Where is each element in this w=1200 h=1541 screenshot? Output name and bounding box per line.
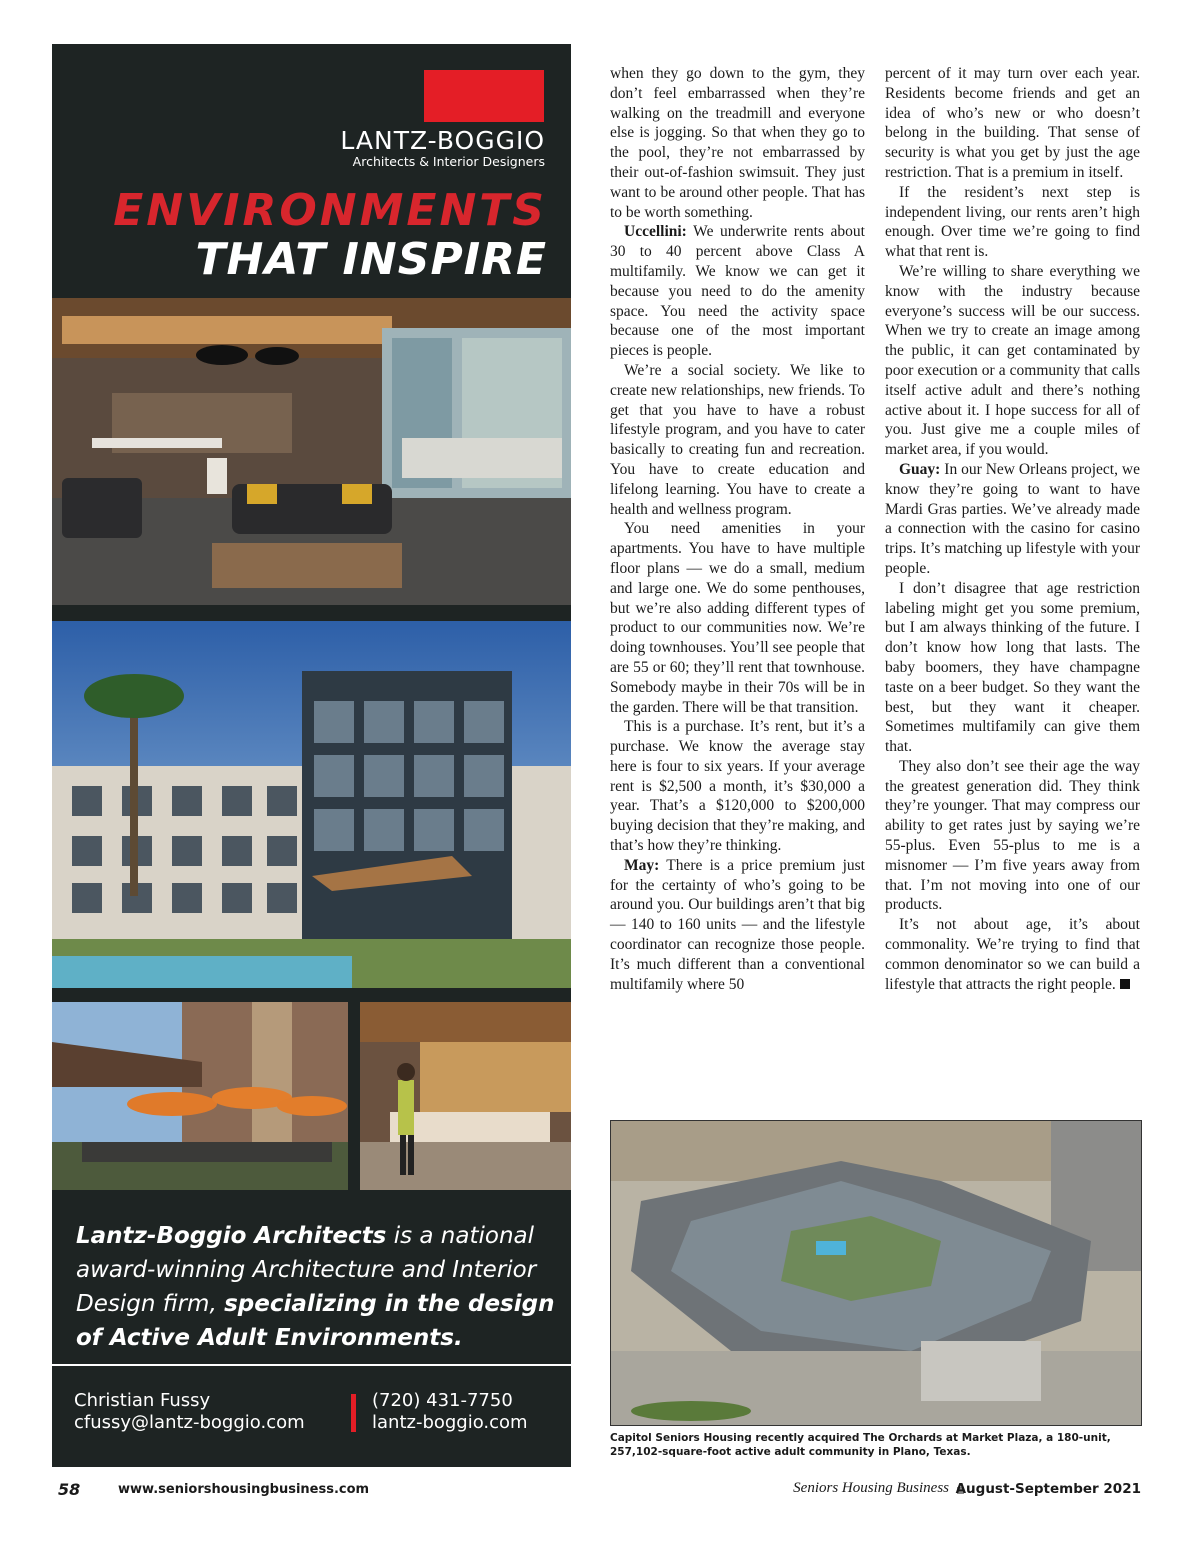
- paragraph: We’re a social society. We like to create new relationships, new friends. To get that you have to have a robust lifestyle program, and you have to cater basically to creating fun and recreation. You have to create education and lifelong learning. You have to create a health and wellness program.: [610, 361, 865, 518]
- paragraph: They also don’t see their age the way the greatest generation did. They think they’re younger. That may compress our ability to get rates just by saying we’re 55-plus. Even 55-plus to me is a misnomer — I’m five years away from that. I’m not moving into one of our products.: [885, 757, 1140, 914]
- magazine-title: Seniors Housing Business: [793, 1480, 949, 1496]
- contact-company: [372, 1390, 528, 1434]
- ad-desc-bold-1: Lantz-Boggio Architects: [76, 1223, 387, 1249]
- advertisement: [52, 44, 571, 1467]
- ad-brand: LANTZ-BOGGIO: [340, 126, 545, 155]
- paragraph: [610, 222, 865, 361]
- contact-phone[interactable]: (720) 431-7750: [372, 1390, 513, 1411]
- ad-headline-2: THAT INSPIRE: [195, 234, 547, 285]
- paragraph: If the resident’s next step is independent living, our rents aren’t high enough. Over time we’re going to find what that rent is.: [885, 183, 1140, 261]
- page-footer: [52, 1478, 1141, 1502]
- ad-headline-1: ENVIRONMENTS: [113, 185, 547, 236]
- paragraph: I don’t disagree that age restriction labeling might get you some premium, but I am always thinking of the future. I don’t know how long that lasts. The baby boomers, they have champagne taste on a beer budget. So they want the best, but they want it cheaper. Sometimes multifamily can give them that.: [885, 579, 1140, 756]
- photo-caption: Capitol Seniors Housing recently acquired The Orchards at Market Plaza, a 180-unit, 257,102-square-foot active adult community in Plano, Texas.: [610, 1432, 1111, 1458]
- website-link[interactable]: www.seniorshousingbusiness.com: [118, 1482, 370, 1497]
- page-number: 58: [58, 1480, 81, 1499]
- paragraph: when they go down to the gym, they don’t feel embarrassed when they’re walking on the treadmill and everyone else is jogging. So that when they go to the pool, they’re not embarrassed by their out-of-fashion swimsuit. They just want to be around other people. That has to be worth something.: [610, 65, 865, 221]
- contact-name: Christian Fussy: [74, 1390, 211, 1411]
- contact-red-divider: [351, 1394, 356, 1432]
- exterior-photo: [52, 621, 571, 988]
- paragraph: You need amenities in your apartments. You have to have multiple floor plans — we do a small, medium and large one. We do some penthouses, but we’re also adding different types of product to our communities now. We’re doing townhouses. You’ll see people that are 55 or 60; they’ll rent that townhouse. Somebody maybe in their 70s will be in the garden. There will be that transition.: [610, 520, 865, 716]
- paragraph: [610, 856, 865, 995]
- paragraph: [885, 915, 1140, 994]
- speaker: May:: [624, 856, 660, 874]
- end-mark-icon: [1120, 979, 1130, 989]
- contact-person: [74, 1390, 305, 1434]
- paragraph: This is a purchase. It’s rent, but it’s a purchase. We know the average stay here is four to six years. If your average rent is $2,500 a month, it’s $30,000 a year. That’s a $120,000 to $200,000 buying decision that they’re making, and that’s how they’re thinking.: [610, 718, 865, 855]
- contact-email[interactable]: cfussy@lantz-boggio.com: [74, 1412, 305, 1433]
- article-column-1: [610, 64, 865, 994]
- paragraph-text: We underwrite rents about 30 to 40 percent above Class A multifamily. We know we can get it because you need to do the amenity space. You need the activity space because one of the most important pieces is people.: [610, 223, 865, 360]
- paragraph: [885, 460, 1140, 579]
- logo-red-box: [424, 70, 544, 122]
- lobby-photo: [360, 1002, 571, 1190]
- issue-date: August-September 2021: [955, 1481, 1141, 1497]
- paragraph: We’re willing to share everything we know with the industry because everyone’s success will be our success. When we try to create an image among the public, it can get contaminated by poor execution or a community that calls itself active adult and there’s nothing active about it. I hope success for all of you. Just give me a couple miles of market area, if you would.: [885, 262, 1140, 459]
- ad-divider: [52, 1364, 571, 1366]
- article-column-2: [885, 64, 1140, 994]
- paragraph-text: It’s not about age, it’s about commonality. We’re trying to find that common denominator so we can build a lifestyle that attracts the right people.: [885, 916, 1140, 993]
- ad-desc-bold-2: specializing in the design of Active Adult Environments.: [76, 1291, 555, 1351]
- ad-description: [76, 1219, 556, 1355]
- speaker: Guay:: [899, 460, 941, 478]
- paragraph: percent of it may turn over each year. Residents become friends and get an idea of who’s new or who doesn’t belong in the building. That sense of security is what you get by just the age restriction. That is a premium in itself.: [885, 65, 1140, 181]
- contact-web[interactable]: lantz-boggio.com: [372, 1412, 528, 1433]
- speaker: Uccellini:: [624, 223, 687, 241]
- patio-photo: [52, 1002, 348, 1190]
- ad-desc-text: is a national award-winning Architecture and Interior Design firm,: [76, 1223, 537, 1317]
- paragraph-text: In our New Orleans project, we know they’re going to want to have Mardi Gras parties. We’ve already made a connection with the casino for casino trips. It’s matching up lifestyle with your people.: [885, 460, 1140, 577]
- aerial-photo: [610, 1120, 1142, 1426]
- paragraph-text: There is a price premium just for the certainty of who’s going to be around you. Our buildings aren’t that big — 140 to 160 units — and the lifestyle coordinator can recognize those people. It’s much different than a conventional multifamily where 50: [610, 856, 865, 993]
- lounge-photo: [52, 298, 571, 605]
- ad-tagline: Architects & Interior Designers: [352, 154, 545, 169]
